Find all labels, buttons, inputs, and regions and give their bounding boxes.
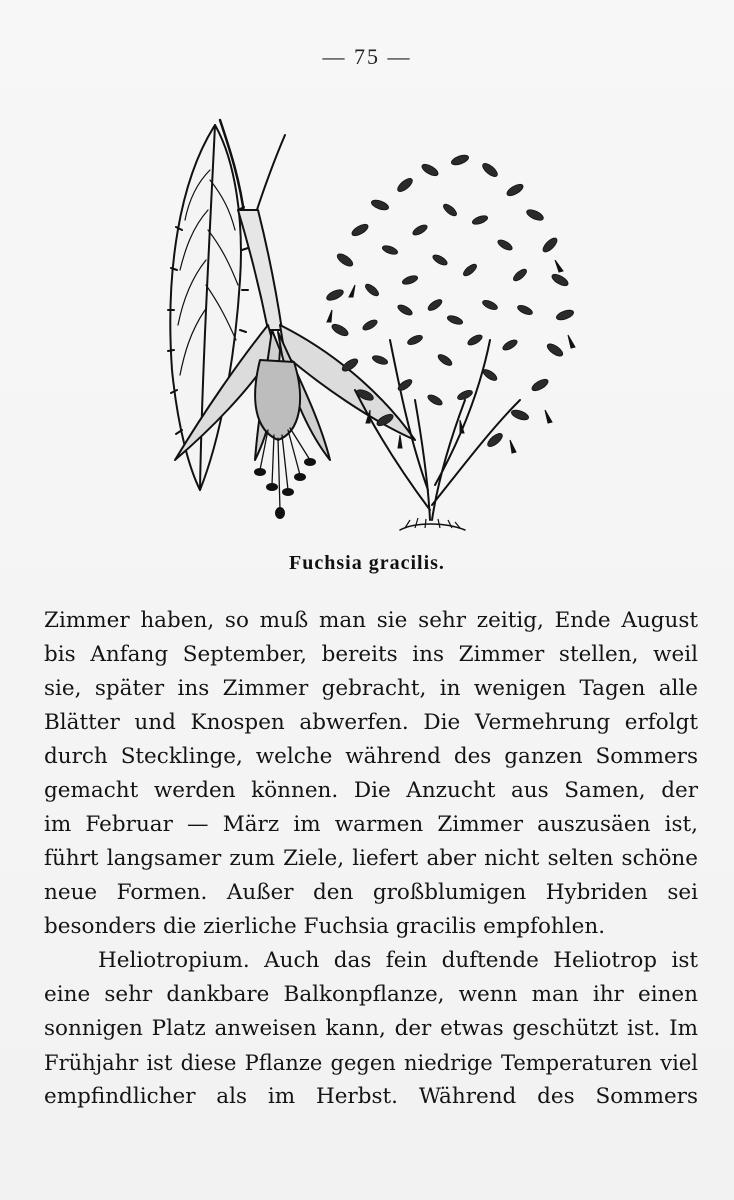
text-line: durch Stecklinge, welche während des ganzen Sommers — [44, 744, 698, 769]
text-line: Blätter und Knospen abwerfen. Die Vermehrung erfolgt — [44, 710, 698, 735]
text-line: sie, später ins Zimmer gebracht, in wenigen Tagen alle — [44, 676, 698, 701]
text-line: besonders die zierliche Fuchsia gracilis empfohlen. — [44, 914, 606, 939]
text-line: neue Formen. Außer den großblumigen Hybriden sei — [44, 880, 698, 905]
page-number: — 75 — — [322, 44, 412, 69]
figure-caption: Fuchsia gracilis. — [289, 552, 445, 574]
fuchsia-illustration-icon — [160, 110, 600, 540]
body-text — [44, 604, 698, 1114]
text-line: sonnigen Platz anweisen kann, der etwas geschützt ist. Im — [44, 1016, 698, 1041]
text-line: Heliotropium. Auch das fein duftende Heliotrop ist — [98, 948, 698, 973]
text-line: gemacht werden können. Die Anzucht aus Samen, der — [44, 778, 698, 803]
text-line: Frühjahr ist diese Pflanze gegen niedrige Temperaturen viel — [44, 1051, 698, 1075]
text-line: bis Anfang September, bereits ins Zimmer stellen, weil — [44, 642, 698, 667]
fuchsia-illustration — [160, 110, 600, 540]
text-line: führt langsamer zum Ziele, liefert aber nicht selten schöne — [44, 846, 698, 871]
text-line: eine sehr dankbare Balkonpflanze, wenn man ihr einen — [44, 982, 698, 1007]
text-line: im Februar — März im warmen Zimmer auszusäen ist, — [44, 812, 698, 837]
text-line: empfindlicher als im Herbst. Während des Sommers — [44, 1084, 698, 1109]
text-line: Zimmer haben, so muß man sie sehr zeitig, Ende August — [44, 608, 698, 633]
